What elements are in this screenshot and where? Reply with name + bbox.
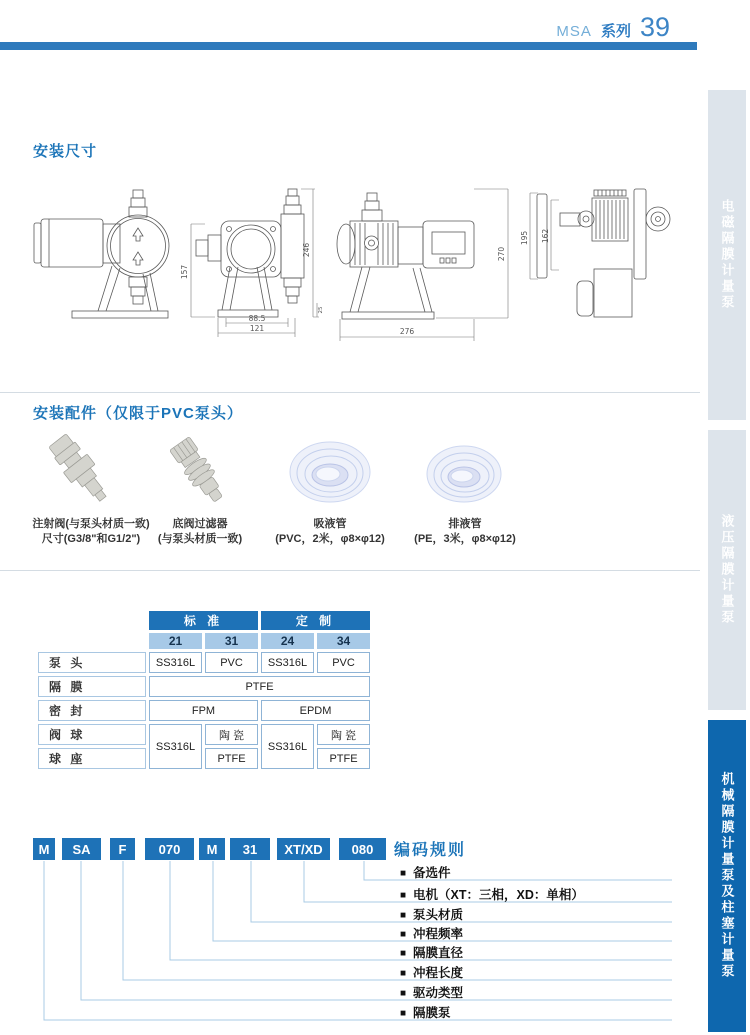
code-label-drive-type — [400, 983, 463, 1001]
pump-front-view-drawing — [196, 189, 304, 317]
accessory-item — [130, 517, 270, 547]
table-corner — [38, 633, 146, 649]
foot-valve-filter-image — [169, 436, 229, 507]
code-box: M — [33, 838, 55, 860]
front-view-dimensions — [191, 189, 319, 337]
dim-88-5: 88.5 — [248, 314, 266, 323]
code-label-text: 备选件 — [413, 866, 451, 880]
pump-side-view-drawing — [34, 190, 169, 318]
accessory-name: 底阀过滤器 — [172, 518, 228, 530]
accessory-item — [255, 517, 405, 547]
dim-157: 157 — [180, 264, 189, 280]
group-header-custom: 定 制 — [261, 611, 370, 630]
top-view-dimensions — [530, 193, 559, 279]
code-label-text: 隔膜泵 — [413, 1006, 451, 1020]
suction-tube-image — [290, 442, 370, 502]
accessory-name: 排液管 — [448, 518, 482, 530]
code-box: 080 — [339, 838, 386, 860]
cell-value: 陶 瓷 — [317, 724, 370, 745]
dim-25: 25 — [318, 306, 324, 314]
cell-value: PTFE — [205, 748, 258, 769]
sidebar-tab-mechanical-diaphragm-plunger-pump[interactable] — [708, 720, 746, 1032]
section-title-accessories: 安装配件（仅限于PVC泵头） — [33, 405, 243, 422]
code-box: 31 — [230, 838, 270, 860]
side-view-2-dimensions — [340, 189, 508, 341]
code-label-head-material — [400, 905, 463, 923]
square-bullet-icon: ■ — [400, 968, 407, 979]
code-box: SA — [62, 838, 101, 860]
series-label: 系列 — [600, 23, 631, 40]
table-row — [38, 724, 370, 745]
materials-table — [35, 608, 373, 772]
dim-246: 246 — [302, 242, 311, 258]
cell-value: EPDM — [261, 700, 370, 721]
code-label-text: 冲程频率 — [413, 927, 464, 941]
table-corner — [38, 611, 146, 630]
cell-value: SS316L — [149, 724, 202, 769]
cell-value: SS316L — [149, 652, 202, 673]
code-box: M — [199, 838, 225, 860]
dim-270: 270 — [497, 246, 506, 262]
square-bullet-icon: ■ — [400, 868, 407, 879]
row-label-ball-seat: 球 座 — [38, 748, 146, 769]
section-divider — [0, 570, 700, 571]
section-divider — [0, 392, 700, 393]
code-label-diaphragm-pump — [400, 1003, 451, 1021]
accessory-spec: (PE，3米，φ8×φ12) — [414, 533, 516, 545]
cell-value: 陶 瓷 — [205, 724, 258, 745]
discharge-tube-image — [427, 446, 501, 502]
dim-276: 276 — [399, 327, 415, 336]
square-bullet-icon: ■ — [400, 929, 407, 940]
cell-value: PTFE — [317, 748, 370, 769]
sidebar-tab-electromagnetic-diaphragm-pump[interactable] — [708, 90, 746, 420]
series-code: MSA — [556, 23, 592, 40]
code-label-stroke-length — [400, 963, 463, 981]
code-label-stroke-frequency — [400, 924, 463, 942]
top-accent-bar — [0, 42, 697, 50]
column-header-21: 21 — [149, 633, 202, 649]
dim-121: 121 — [249, 324, 265, 333]
cell-value: PVC — [205, 652, 258, 673]
section-title-installation-dimensions: 安装尺寸 — [33, 143, 98, 160]
page-number: 39 — [639, 12, 670, 42]
square-bullet-icon: ■ — [400, 988, 407, 999]
square-bullet-icon: ■ — [400, 910, 407, 921]
dim-162: 162 — [541, 228, 550, 244]
code-box: XT/XD — [277, 838, 330, 860]
column-header-24: 24 — [261, 633, 314, 649]
dim-195: 195 — [520, 230, 529, 246]
code-boxes-row — [33, 838, 386, 860]
cell-value: PTFE — [149, 676, 370, 697]
code-label-text: 隔膜直径 — [413, 946, 464, 960]
sidebar-tab-label: 机械隔膜计量泵及柱塞计量泵 — [719, 772, 735, 980]
coding-rule-title: 编码规则 — [394, 842, 467, 859]
code-box: F — [110, 838, 135, 860]
square-bullet-icon: ■ — [400, 890, 407, 901]
group-header-standard: 标 准 — [149, 611, 258, 630]
column-header-31: 31 — [205, 633, 258, 649]
accessory-spec: (与泵头材质一致) — [157, 533, 243, 545]
table-row — [38, 676, 370, 697]
code-label-diaphragm-diameter — [400, 943, 463, 961]
code-label-text: 电机（XT：三相，XD：单相） — [413, 888, 584, 902]
row-label-pump-head: 泵 头 — [38, 652, 146, 673]
code-box: 070 — [145, 838, 194, 860]
accessory-name: 吸液管 — [313, 518, 347, 530]
code-label-text: 驱动类型 — [413, 986, 464, 1000]
row-label-seal: 密 封 — [38, 700, 146, 721]
pump-side-view-2-drawing — [337, 193, 474, 319]
cell-value: SS316L — [261, 652, 314, 673]
square-bullet-icon: ■ — [400, 1008, 407, 1019]
sidebar-tab-label: 电磁隔膜计量泵 — [719, 199, 735, 311]
code-label-motor — [400, 885, 584, 903]
accessory-spec: 尺寸(G3/8"和G1/2") — [41, 533, 141, 545]
row-label-valve-ball: 阀 球 — [38, 724, 146, 745]
row-label-diaphragm: 隔 膜 — [38, 676, 146, 697]
code-label-text: 泵头材质 — [413, 908, 464, 922]
table-row — [38, 700, 370, 721]
accessory-item — [390, 517, 540, 547]
column-header-34: 34 — [317, 633, 370, 649]
cell-value: FPM — [149, 700, 258, 721]
injection-valve-image — [46, 431, 115, 508]
accessory-spec: (PVC，2米，φ8×φ12) — [275, 533, 385, 545]
table-row — [38, 748, 370, 769]
cell-value: PVC — [317, 652, 370, 673]
square-bullet-icon: ■ — [400, 948, 407, 959]
sidebar-tab-label: 液压隔膜计量泵 — [719, 514, 735, 626]
pump-top-view-drawing — [537, 189, 670, 317]
accessory-name: 注射阀(与泵头材质一致) — [32, 518, 150, 530]
code-label-text: 冲程长度 — [413, 966, 464, 980]
table-row — [38, 652, 370, 673]
page-header — [556, 12, 670, 43]
sidebar-tab-hydraulic-diaphragm-pump[interactable] — [708, 430, 746, 710]
cell-value: SS316L — [261, 724, 314, 769]
code-label-options — [400, 863, 451, 881]
